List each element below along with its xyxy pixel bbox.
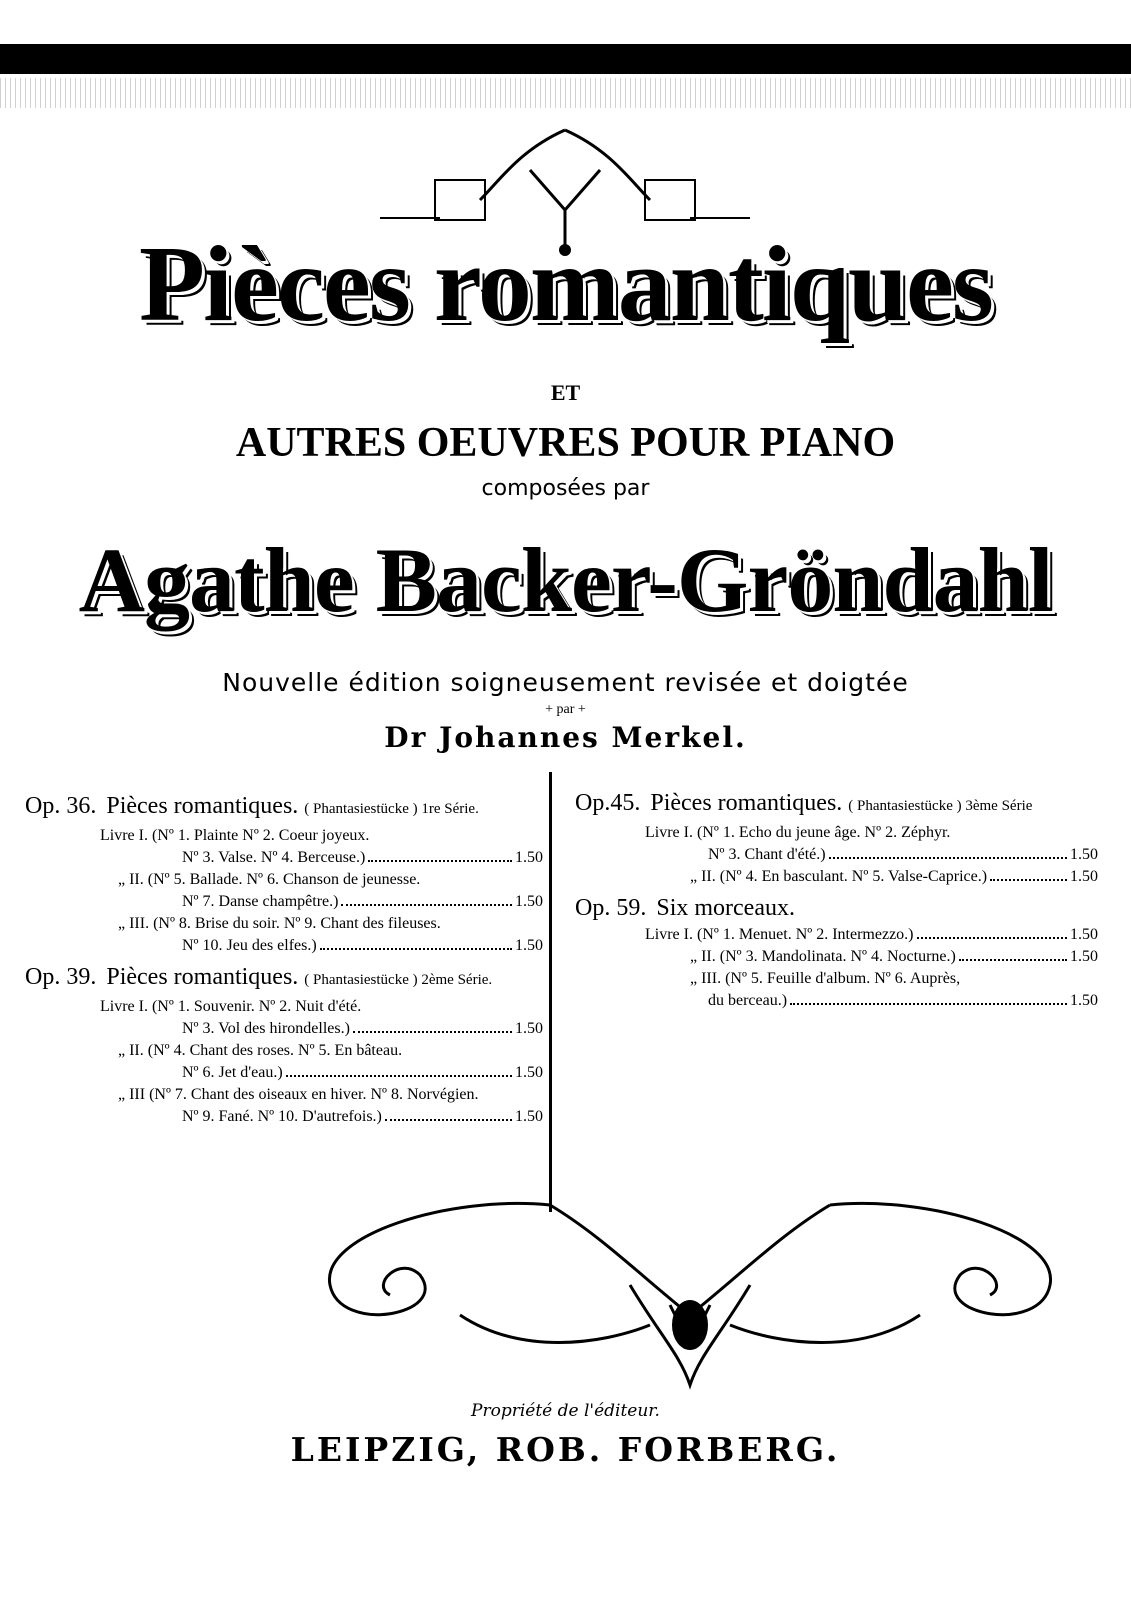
publisher: LEIPZIG, ROB. FORBERG. (290, 1430, 841, 1469)
price: 1.50 (515, 849, 543, 866)
catalog-entry (25, 847, 543, 869)
entry-text: Livre I. (Nº 1. Echo du jeune âge. Nº 2. Zéphyr. (645, 824, 951, 841)
catalog-entry (575, 990, 1098, 1012)
scan-noise (0, 78, 1131, 108)
catalog-entry (25, 891, 543, 913)
catalog-entry (575, 968, 1098, 990)
dot-leader (320, 948, 512, 950)
dot-leader (368, 860, 512, 862)
opus-title: Six morceaux. (656, 895, 795, 921)
price: 1.50 (515, 1064, 543, 1081)
opus-series: ( Phantasiestücke ) 3ème Série (848, 798, 1033, 814)
opus-series: ( Phantasiestücke ) 2ème Série. (304, 972, 493, 988)
entry-text: Livre I. (Nº 1. Plainte Nº 2. Coeur joyeux. (100, 827, 370, 844)
price: 1.50 (1070, 948, 1098, 965)
catalog-entry (25, 1040, 543, 1062)
price: 1.50 (1070, 992, 1098, 1009)
catalog-entry (25, 1084, 543, 1106)
entry-text: Nº 9. Fané. Nº 10. D'autrefois.) (182, 1108, 382, 1125)
price: 1.50 (515, 893, 543, 910)
opus-number: Op. 59. (575, 895, 647, 921)
catalog-entry (575, 866, 1098, 888)
entry-text: Livre I. (Nº 1. Menuet. Nº 2. Intermezzo.) (645, 926, 914, 943)
price: 1.50 (515, 1020, 543, 1037)
composer-name: Agathe Backer-Gröndahl (78, 529, 1053, 631)
catalog-entry (575, 946, 1098, 968)
catalog-entry (25, 1106, 543, 1128)
edition-note: Nouvelle édition soigneusement revisée et doigtée (222, 668, 909, 697)
dot-leader (917, 937, 1068, 939)
opus-heading (575, 787, 1098, 822)
dot-leader (790, 1003, 1067, 1005)
subtitle: AUTRES OEUVRES POUR PIANO (235, 420, 896, 466)
catalog-entry (25, 869, 543, 891)
par-label: + par + (545, 702, 586, 717)
dot-leader (385, 1119, 512, 1121)
entry-text: „ II. (Nº 5. Ballade. Nº 6. Chanson de jeunesse. (118, 871, 421, 888)
dot-leader (959, 959, 1067, 961)
entry-text: Nº 10. Jeu des elfes.) (182, 937, 317, 954)
property-note: Propriété de l'éditeur. (471, 1401, 660, 1421)
dot-leader (990, 879, 1067, 881)
catalog-entry (575, 844, 1098, 866)
opus-title: Pièces romantiques. (106, 964, 299, 990)
catalog-entry (25, 825, 543, 847)
catalog-entry (25, 996, 543, 1018)
catalog-left-column (25, 786, 543, 1128)
entry-text: „ II. (Nº 3. Mandolinata. Nº 4. Nocturne.) (690, 948, 956, 965)
dot-leader (353, 1031, 512, 1033)
column-divider (549, 772, 552, 1212)
catalog-entry (25, 935, 543, 957)
entry-text: „ III. (Nº 5. Feuille d'album. Nº 6. Auprès, (690, 970, 961, 987)
dot-leader (286, 1075, 512, 1077)
entry-text: Livre I. (Nº 1. Souvenir. Nº 2. Nuit d'été. (100, 998, 362, 1015)
catalog-entry (575, 924, 1098, 946)
et-connector: ET (550, 380, 581, 405)
opus-heading (25, 961, 543, 996)
catalog-right-column (575, 783, 1098, 1012)
entry-text: Nº 6. Jet d'eau.) (182, 1064, 283, 1081)
entry-text: „ III. (Nº 8. Brise du soir. Nº 9. Chant des fileuses. (118, 915, 441, 932)
catalog-entry (25, 1018, 543, 1040)
bottom-ornament-icon (300, 1195, 1080, 1395)
opus-number: Op.45. (575, 790, 641, 816)
entry-text: Nº 3. Chant d'été.) (708, 846, 826, 863)
catalog-entry (25, 1062, 543, 1084)
opus-series: ( Phantasiestücke ) 1re Série. (304, 801, 479, 817)
entry-text: „ III (Nº 7. Chant des oiseaux en hiver. Nº 8. Norvégien. (118, 1086, 479, 1103)
opus-title: Pièces romantiques. (106, 793, 299, 819)
price: 1.50 (1070, 846, 1098, 863)
entry-text: du berceau.) (708, 992, 788, 1009)
price: 1.50 (1070, 868, 1098, 885)
black-border-bar (0, 44, 1131, 74)
opus-heading (25, 790, 543, 825)
price: 1.50 (1070, 926, 1098, 943)
opus-number: Op. 39. (25, 964, 97, 990)
entry-text: Nº 3. Valse. Nº 4. Berceuse.) (182, 849, 366, 866)
composed-by-label: composées par (481, 476, 650, 501)
entry-text: „ II. (Nº 4. En basculant. Nº 5. Valse-Caprice.) (690, 868, 988, 885)
dot-leader (341, 904, 512, 906)
entry-text: Nº 7. Danse champêtre.) (182, 893, 339, 910)
price: 1.50 (515, 1108, 543, 1125)
main-title: Pièces romantiques (139, 225, 992, 344)
price: 1.50 (515, 937, 543, 954)
opus-number: Op. 36. (25, 793, 97, 819)
editor-name: Dr Johannes Merkel. (384, 721, 747, 754)
entry-text: Nº 3. Vol des hirondelles.) (182, 1020, 350, 1037)
entry-text: „ II. (Nº 4. Chant des roses. Nº 5. En bâteau. (118, 1042, 403, 1059)
catalog-entry (25, 913, 543, 935)
catalog-entry (575, 822, 1098, 844)
opus-heading (575, 892, 1098, 924)
opus-title: Pièces romantiques. (650, 790, 843, 816)
dot-leader (829, 857, 1067, 859)
